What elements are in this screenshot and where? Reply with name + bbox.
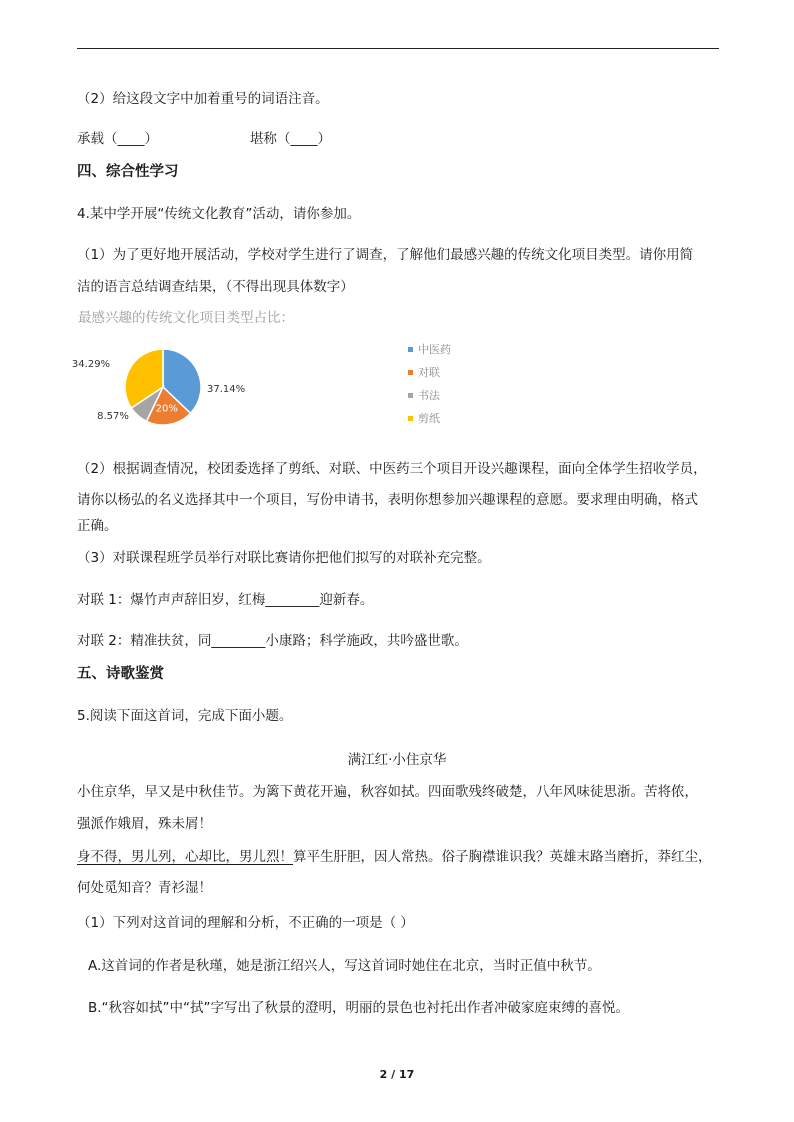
poem-line2: 强派作娥眉，殊未屑！ (77, 816, 212, 832)
q3-item1: 承载（____） (77, 131, 158, 147)
pie-label-2: 20% (155, 403, 178, 415)
poem-line4: 何处觅知音？青衫湿！ (77, 880, 212, 896)
q3-sub2-prompt: （2）给这段文字中加着重号的词语注音。 (77, 91, 329, 107)
pie-label-4: 34.29% (71, 359, 111, 370)
q4-sub3: （3）对联课程班学员举行对联比赛请你把他们拟写的对联补充完整。 (77, 550, 491, 566)
poem-title: 满江红·小住京华 (347, 752, 447, 768)
page-number: 2 / 17 (379, 1068, 415, 1081)
poem-line1: 小住京华，早又是中秋佳节。为篱下黄花开遍，秋容如拭。四面歌残终破楚，八年风味徒思浙。苦将侬， (77, 784, 698, 800)
couplet-1: 对联 1：爆竹声声辞旧岁，红梅________迎新春。 (77, 592, 374, 608)
section5-heading: 五、诗歌鉴赏 (77, 666, 164, 682)
legend-label-2: 对联 (418, 366, 440, 379)
legend-swatch-4 (408, 416, 413, 421)
pie-chart (70, 335, 470, 445)
legend-swatch-2 (408, 370, 413, 375)
pie-label-3: 8.57% (97, 411, 129, 422)
q5-sub1: （1）下列对这首词的理解和分析，不正确的一项是（ ） (77, 915, 414, 931)
poem-line3 (77, 848, 712, 866)
section4-heading: 四、综合性学习 (77, 164, 179, 180)
q4-sub2-line2: 请你以杨弘的名义选择其中一个项目，写份申请书，表明你想参加兴趣课程的意愿。要求理由明确，格式 (77, 492, 698, 508)
header-rule (77, 48, 719, 49)
couplet-2: 对联 2：精准扶贫，同________小康路；科学施政，共吟盛世歌。 (77, 633, 468, 649)
poem-line3-rest: 算平生肝胆，因人常热。俗子胸襟谁识我？英雄末路当磨折，莽红尘， (293, 849, 712, 865)
poem-line3-underlined: 身不得，男儿列，心却比，男儿烈！ (77, 849, 293, 865)
q3-item2: 堪称（____） (250, 131, 331, 147)
option-b[interactable]: B.“秋容如拭”中“拭”字写出了秋景的澄明，明丽的景色也衬托出作者冲破家庭束缚的喜悦。 (88, 1000, 630, 1016)
chart-title: 最感兴趣的传统文化项目类型占比： (78, 310, 294, 326)
q5-intro: 5.阅读下面这首词，完成下面小题。 (77, 708, 293, 724)
q4-intro: 4.某中学开展“传统文化教育”活动，请你参加。 (77, 206, 361, 222)
q4-sub1-line2: 洁的语言总结调查结果，（不得出现具体数字） (77, 279, 354, 295)
legend-swatch-3 (408, 393, 413, 398)
legend-label-1: 中医药 (418, 343, 451, 356)
q4-sub2-line3: 正确。 (77, 518, 118, 534)
pie-label-1: 37.14% (207, 384, 246, 395)
q4-sub2-line1: （2）根据调查情况，校团委选择了剪纸、对联、中医药三个项目开设兴趣课程，面向全体学生招收学员， (77, 461, 707, 477)
q4-sub1-line1: （1）为了更好地开展活动，学校对学生进行了调查，了解他们最感兴趣的传统文化项目类型。请你用简 (77, 247, 694, 263)
legend-swatch-1 (408, 347, 413, 352)
legend-label-3: 书法 (418, 389, 440, 402)
legend-label-4: 剪纸 (418, 412, 440, 425)
option-a[interactable]: A.这首词的作者是秋瑾，她是浙江绍兴人，写这首词时她住在北京，当时正值中秋节。 (88, 958, 601, 974)
